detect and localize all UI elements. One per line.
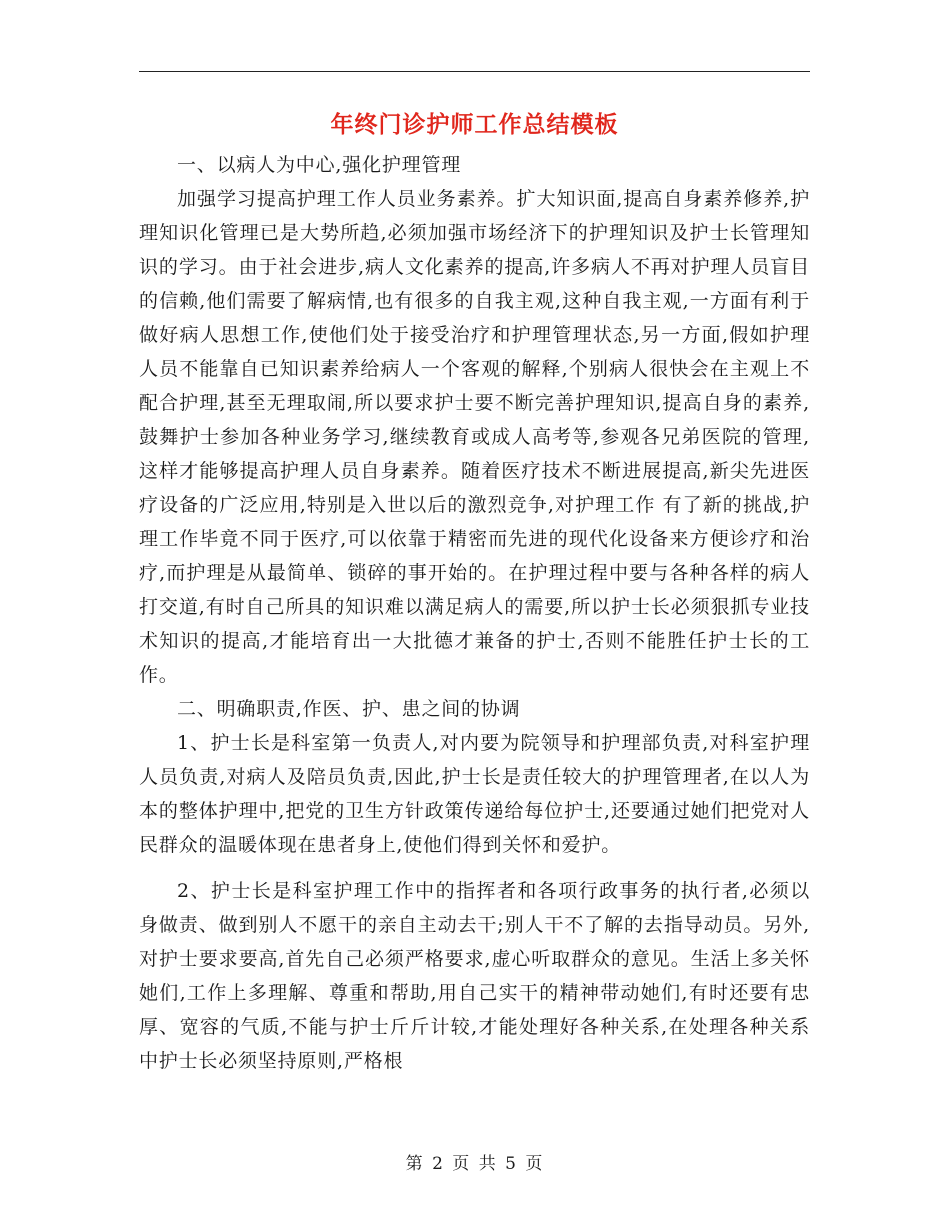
page-number: 第 2 页 共 5 页 bbox=[405, 1154, 545, 1174]
header-rule bbox=[139, 71, 810, 72]
document-body bbox=[139, 148, 810, 1078]
document-title: 年终门诊护师工作总结模板 bbox=[330, 112, 619, 138]
body-paragraph-1: 加强学习提高护理工作人员业务素养。扩大知识面,提高自身素养修养,护理知识化管理已是大势所趋,必须加强市场经济下的护理知识及护士长管理知识的学习。由于社会进步,病人文化素养的提高,许多病人不再对护理人员盲目的信赖,他们需要了解病情,也有很多的自我主观,这种自我主观,一方面有利于做好病人思想工作,使他们处于接受治疗和护理管理状态,另一方面,假如护理人员不能靠自已知识素养给病人一个客观的解释,个别病人很快会在主观上不配合护理,甚至无理取闹,所以要求护士要不断完善护理知识,提高自身的素养,鼓舞护士参加各种业务学习,继续教育或成人高考等,参观各兄弟医院的管理,这样才能够提高护理人员自身素养。随着医疗技术不断进展提高,新尖先进医疗设备的广泛应用,特别是入世以后的激烈竞争,对护理工作 有了新的挑战,护理工作毕竟不同于医疗,可以依靠于精密而先进的现代化设备来方便诊疗和治疗,而护理是从最简单、锁碎的事开始的。在护理过程中要与各种各样的病人打交道,有时自己所具的知识难以满足病人的需要,所以护士长必须狠抓专业技术知识的提高,才能培育出一大批德才兼备的护士,否则不能胜任护士长的工作。 bbox=[139, 188, 810, 686]
section-heading-1: 一、以病人为中心,强化护理管理 bbox=[177, 154, 462, 176]
body-paragraph-2: 1、护士长是科室第一负责人,对内要为院领导和护理部负责,对科室护理人员负责,对病人及陪员负责,因此,护士长是责任较大的护理管理者,在以人为本的整体护理中,把党的卫生方针政策传递给每位护士,还要通过她们把党对人民群众的温暖体现在患者身上,使他们得到关怀和爱护。 bbox=[139, 732, 810, 856]
body-paragraph-3: 2、护士长是科室护理工作中的指挥者和各项行政事务的执行者,必须以身做责、做到别人不愿干的亲自主动去干;别人干不了解的去指导动员。另外,对护士要求要高,首先自己必须严格要求,虚心听取群众的意见。生活上多关怀她们,工作上多理解、尊重和帮助,用自己实干的精神带动她们,有时还要有忠厚、宽容的气质,不能与护士斤斤计较,才能处理好各种关系,在处理各种关系中护士长必须坚持原则,严格根 bbox=[139, 880, 810, 1072]
section-heading-2: 二、明确职责,作医、护、患之间的协调 bbox=[177, 698, 521, 720]
